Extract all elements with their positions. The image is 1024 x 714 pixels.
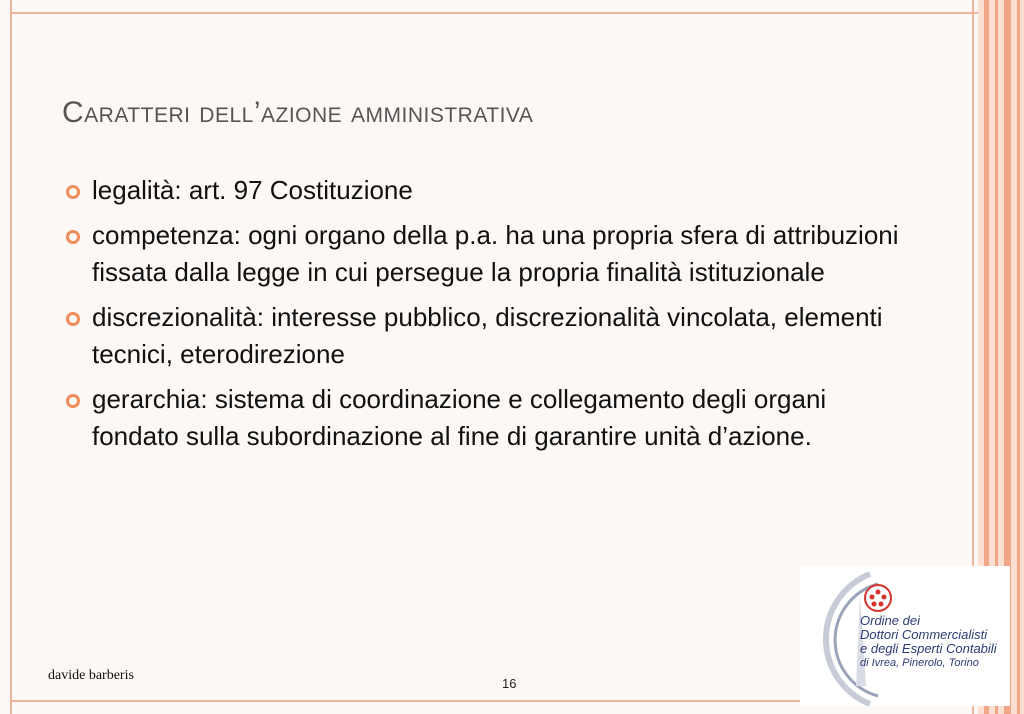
bullet-text: competenza: ogni organo della p.a. ha una propria sfera di attribuzioni fissata dalla legge in cui persegue la propria finalità istituzionale	[92, 220, 899, 287]
bullet-circle-icon	[66, 394, 80, 408]
logo-line: Dottori Commercialisti	[860, 627, 988, 642]
list-item	[62, 381, 902, 455]
logo-line: di Ivrea, Pinerolo, Torino	[860, 657, 979, 669]
list-item	[62, 172, 902, 209]
bullet-circle-icon	[66, 312, 80, 326]
bullet-circle-icon	[66, 230, 80, 244]
organization-logo	[800, 566, 1010, 706]
bullet-text: gerarchia: sistema di coordinazione e collegamento degli organi fondato sulla subordinazione al fine di garantire unità d’azione.	[92, 384, 827, 451]
list-item	[62, 217, 902, 291]
slide-title: Caratteri dell’azione amministrativa	[62, 96, 534, 129]
page-number: 16	[502, 676, 517, 691]
bullet-text: discrezionalità: interesse pubblico, discrezionalità vincolata, elementi tecnici, eterodirezione	[92, 302, 883, 369]
list-item	[62, 299, 902, 373]
bullet-list	[62, 172, 902, 463]
bullet-circle-icon	[66, 185, 80, 199]
frame-left-line	[10, 0, 12, 714]
bullet-text: legalità: art. 97 Costituzione	[92, 175, 413, 205]
frame-top-line	[10, 12, 980, 14]
logo-line: e degli Esperti Contabili	[860, 641, 997, 656]
logo-line: Ordine dei	[860, 613, 920, 628]
logo-text	[860, 614, 997, 670]
footer-author: davide barberis	[48, 668, 134, 683]
